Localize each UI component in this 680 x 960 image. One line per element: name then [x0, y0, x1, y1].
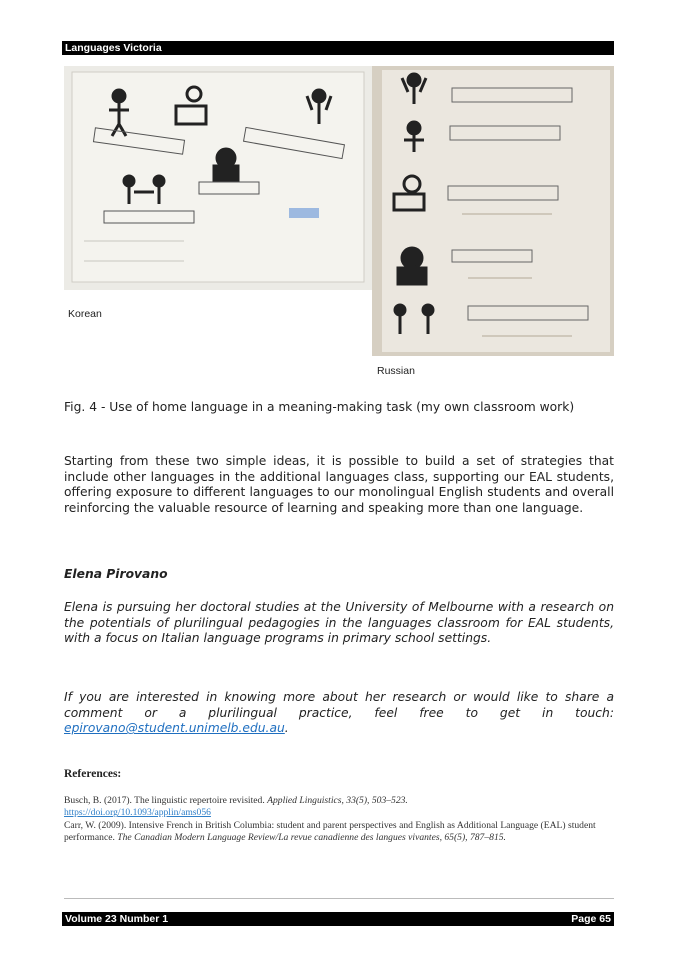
footer-page: Page 65 [571, 913, 611, 925]
ref1-text: Busch, B. (2017). The linguistic repertoire revisited. [64, 795, 268, 806]
references-heading: References: [64, 768, 122, 780]
footer-volume: Volume 23 Number 1 [65, 913, 169, 925]
contact-end: . [284, 721, 289, 736]
body-paragraph: Starting from these two simple ideas, it is possible to build a set of strategies that include other languages in the additional languages class, supporting our EAL students, offering exposure to different languages to our monolingual English students and overall reinforcing the valuable resource of learning and speaking more than one language. [64, 454, 614, 515]
korean-worksheet-photo [64, 66, 372, 290]
author-bio: Elena is pursuing her doctoral studies at the University of Melbourne with a research on the potentials of plurilingual pedagogies in the languages classroom for EAL students, with a focus on Italian language programs in primary school settings. [64, 600, 614, 646]
reference-item [64, 795, 614, 820]
reference-item [64, 820, 614, 845]
email-link[interactable]: epirovano@student.unimelb.edu.au [64, 721, 285, 736]
korean-label: Korean [68, 308, 102, 320]
ref2-journal: The Canadian Modern Language Review/La revue canadienne des langues vivantes, 65(5), 787–815. [117, 832, 506, 844]
running-footer [62, 912, 614, 926]
author-name: Elena Pirovano [64, 567, 168, 581]
references-list [64, 795, 614, 845]
contact-paragraph [64, 690, 614, 737]
ref2-text: Carr, W. (2009). Intensive French in British Columbia: student and parent perspectives and English as Additional Language (EAL) student performance. [64, 819, 596, 844]
figure-caption: Fig. 4 - Use of home language in a meaning-making task (my own classroom work) [64, 400, 575, 414]
ref1-doi-link[interactable]: https://doi.org/10.1093/applin/ams056 [64, 807, 211, 819]
russian-worksheet-photo [372, 66, 614, 356]
divider [64, 898, 614, 899]
russian-label: Russian [377, 365, 415, 377]
header-title: Languages Victoria [65, 42, 162, 54]
ref1-journal: Applied Linguistics, 33(5), 503–523. [267, 795, 408, 806]
contact-text: If you are interested in knowing more about her research or would like to share a comment or a plurilingual practice, feel free to get in touch: [64, 690, 614, 720]
running-header [62, 41, 614, 55]
